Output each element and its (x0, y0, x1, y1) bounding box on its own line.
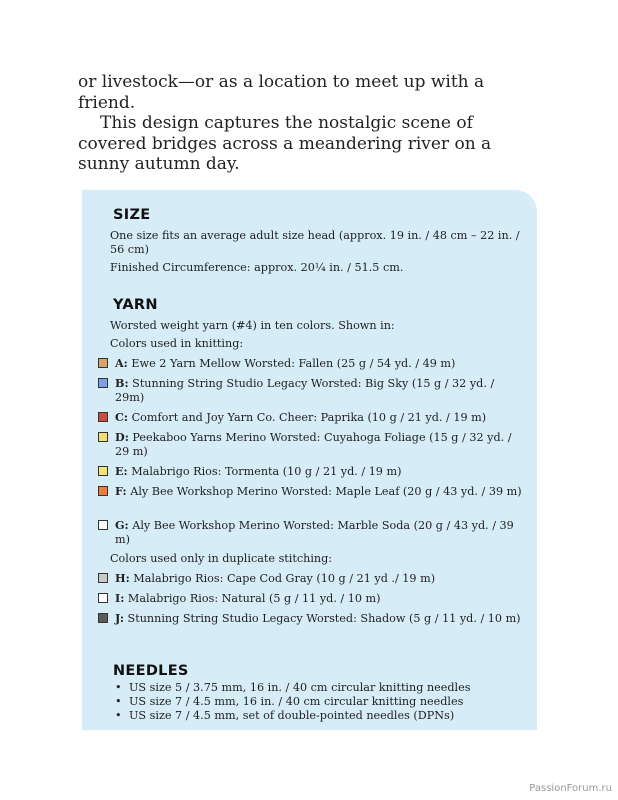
yarn-color-description: Stunning String Studio Legacy Worsted: Big Sky (15 g / 32 yd. / 29m) (115, 377, 495, 404)
color-swatch-icon (98, 593, 108, 603)
size-heading: SIZE (113, 207, 151, 223)
yarn-color-item (98, 572, 523, 586)
yarn-color-item (98, 411, 523, 425)
size-circumference-text: Finished Circumference: approx. 20¼ in. / 51.5 cm. (110, 261, 404, 274)
color-swatch-icon (98, 432, 108, 442)
yarn-color-code: H: (115, 571, 130, 585)
color-swatch-icon (98, 573, 108, 583)
color-swatch-icon (98, 520, 108, 530)
yarn-color-text (115, 519, 523, 547)
list-item: • US size 7 / 4.5 mm, 16 in. / 40 cm circular knitting needles (115, 695, 525, 709)
list-item: • US size 5 / 3.75 mm, 16 in. / 40 cm circular knitting needles (115, 681, 525, 695)
yarn-color-code: B: (115, 376, 129, 390)
color-swatch-icon (98, 486, 108, 496)
yarn-color-description: Comfort and Joy Yarn Co. Cheer: Paprika (10 g / 21 yd. / 19 m) (128, 411, 487, 424)
size-fit-text: One size fits an average adult size head (approx. 19 in. / 48 cm – 22 in. / 56 cm) (110, 229, 520, 256)
yarn-color-code: E: (115, 464, 128, 478)
yarn-color-item (98, 357, 523, 371)
yarn-color-code: J: (115, 611, 124, 625)
needles-heading: NEEDLES (113, 663, 189, 679)
yarn-color-code: I: (115, 591, 125, 605)
yarn-intro-text: Worsted weight yarn (#4) in ten colors. Shown in: (110, 319, 395, 332)
yarn-color-item (98, 485, 523, 499)
yarn-color-item (98, 612, 523, 626)
color-swatch-icon (98, 412, 108, 422)
color-swatch-icon (98, 378, 108, 388)
yarn-color-item (98, 465, 523, 479)
yarn-color-text (115, 377, 523, 405)
yarn-color-description: Malabrigo Rios: Cape Cod Gray (10 g / 21 yd ./ 19 m) (129, 572, 436, 585)
yarn-color-description: Ewe 2 Yarn Mellow Worsted: Fallen (25 g / 54 yd. / 49 m) (127, 357, 456, 370)
yarn-color-item (98, 377, 523, 405)
yarn-color-item (98, 592, 523, 606)
yarn-color-code: D: (115, 430, 129, 444)
color-swatch-icon (98, 358, 108, 368)
color-swatch-icon (98, 466, 108, 476)
yarn-color-description: Aly Bee Workshop Merino Worsted: Marble Soda (20 g / 43 yd. / 39 m) (115, 519, 514, 546)
yarn-color-code: G: (115, 518, 129, 532)
intro-text (78, 72, 518, 175)
yarn-color-text (115, 485, 523, 499)
intro-line: or livestock—or as a location to meet up with a friend. (78, 72, 485, 113)
yarn-color-description: Malabrigo Rios: Natural (5 g / 11 yd. / 10 m) (124, 592, 381, 605)
yarn-color-description: Stunning String Studio Legacy Worsted: Shadow (5 g / 11 yd. / 10 m) (123, 612, 521, 625)
yarn-color-description: Malabrigo Rios: Tormenta (10 g / 21 yd. / 19 m) (127, 465, 402, 478)
yarn-color-code: A: (115, 356, 128, 370)
yarn-color-text (115, 465, 523, 479)
yarn-color-text (115, 411, 523, 425)
yarn-color-item (98, 519, 523, 547)
yarn-color-description: Peekaboo Yarns Merino Worsted: Cuyahoga Foliage (15 g / 32 yd. / 29 m) (115, 431, 512, 458)
yarn-color-text (115, 572, 523, 586)
yarn-color-text (115, 612, 523, 626)
yarn-color-description: Aly Bee Workshop Merino Worsted: Maple Leaf (20 g / 43 yd. / 39 m) (126, 485, 522, 498)
yarn-color-text (115, 431, 523, 459)
yarn-heading: YARN (113, 297, 158, 313)
intro-paragraph: This design captures the nostalgic scene of covered bridges across a meandering river on a sunny autumn day. (78, 113, 492, 174)
color-swatch-icon (98, 613, 108, 623)
yarn-color-code: C: (115, 410, 129, 424)
knitting-colors-label: Colors used in knitting: (110, 337, 244, 350)
list-item: • US size 7 / 4.5 mm, set of double-pointed needles (DPNs) (115, 709, 525, 723)
watermark: PassionForum.ru (529, 783, 612, 794)
yarn-color-text (115, 592, 523, 606)
yarn-color-item (98, 431, 523, 459)
needles-list (115, 681, 525, 722)
duplicate-colors-label: Colors used only in duplicate stitching: (110, 552, 333, 565)
yarn-color-code: F: (115, 484, 127, 498)
yarn-color-text (115, 357, 523, 371)
